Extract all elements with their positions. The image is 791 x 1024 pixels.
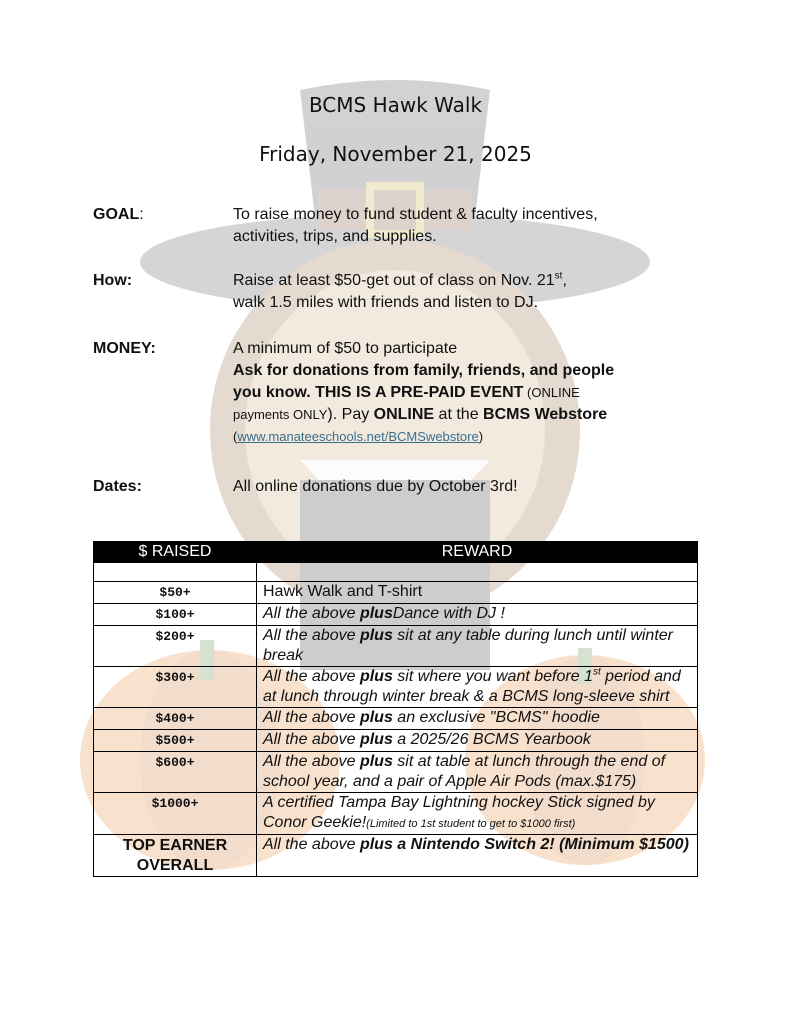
money-label: MONEY: [93, 340, 156, 357]
money-line-1: A minimum of $50 to participate [233, 340, 458, 357]
column-header-raised: $ RAISED [94, 542, 257, 563]
money-line-5: (www.manateeschools.net/BCMSwebstore) [233, 429, 484, 444]
money-line-2: Ask for donations from family, friends, and people [233, 362, 615, 379]
goal-line-2: activities, trips, and supplies. [233, 228, 437, 245]
goal-label: GOAL [93, 206, 140, 223]
table-row-spacer [94, 563, 698, 582]
flyer-content: BCMS Hawk Walk Friday, November 21, 2025 GOAL: To raise money to fund student & faculty incentives, activities, trips, and supplies. How: Raise at least $50-get out of class on Nov. 21st, walk 1.5 miles with friends and listen to DJ. MONEY: A minimum of $50 to participate Ask for donations from family, friends, and people you know. THIS IS A PRE-PAID EVENT (ONLINE payments ONLY). Pay ONLINE at the BCMS Webstore (www.manateeschools.net/BCMSwebstore) Dates: All online donations due by October 3rd! $ RAISED REWARD $50+ Hawk Walk and T-shirt $100+ All the above plusDance with DJ ! $200+ All the above plus sit at any table during lunch until winter break $300+ All the above plus sit where you want before 1st period and at lunch through winter break & a BCMS long-sleeve shirt $400+ All the above plus an exclusive "BCMS" hoodie $500+ All the above plus a 2025/26 BCMS Yearbook $600+ All the above plus sit at table at lunch through the end of school year, and a pair of Apple Air Pods (max.$175) $1000+ A certified Tampa Bay Lightning hockey Stick signed by Conor Geekie!(Limited to 1st student to get to $1000 first) TOP EARNER OVERALL All the above plus a Nintendo Switch 2! (Minimum $1500) [0, 0, 791, 1024]
dates-text: All online donations due by October 3rd! [233, 478, 518, 495]
how-line-2: walk 1.5 miles with friends and listen to DJ. [233, 294, 539, 311]
table-row: $300+ All the above plus sit where you want before 1st period and at lunch through winter break & a BCMS long-sleeve shirt [94, 667, 698, 708]
table-row: $500+ All the above plus a 2025/26 BCMS Yearbook [94, 730, 698, 752]
rewards-table [93, 541, 698, 877]
table-row: $200+ All the above plus sit at any table during lunch until winter break [94, 626, 698, 667]
table-row: $400+ All the above plus an exclusive "BCMS" hoodie [94, 708, 698, 730]
table-row: $600+ All the above plus sit at table at lunch through the end of school year, and a pair of Apple Air Pods (max.$175) [94, 752, 698, 793]
dates-label: Dates: [93, 478, 142, 495]
table-row: $50+ Hawk Walk and T-shirt [94, 582, 698, 604]
money-line-3: you know. THIS IS A PRE-PAID EVENT (ONLINE [233, 384, 580, 401]
table-row: $1000+ A certified Tampa Bay Lightning hockey Stick signed by Conor Geekie!(Limited to 1st student to get to $1000 first) [94, 793, 698, 835]
table-row: $100+ All the above plusDance with DJ ! [94, 604, 698, 626]
how-line-1: Raise at least $50-get out of class on Nov. 21st, [233, 270, 567, 289]
webstore-link[interactable]: www.manateeschools.net/BCMSwebstore [237, 429, 479, 444]
money-line-4: payments ONLY). Pay ONLINE at the BCMS Webstore [233, 406, 608, 423]
table-row-top-earner: TOP EARNER OVERALL All the above plus a Nintendo Switch 2! (Minimum $1500) [94, 835, 698, 877]
column-header-reward: REWARD [257, 542, 698, 563]
goal-line-1: To raise money to fund student & faculty incentives, [233, 206, 598, 223]
how-label: How: [93, 272, 133, 289]
table-header [94, 542, 698, 563]
page-title: BCMS Hawk Walk [308, 93, 483, 117]
event-date: Friday, November 21, 2025 [259, 142, 532, 166]
